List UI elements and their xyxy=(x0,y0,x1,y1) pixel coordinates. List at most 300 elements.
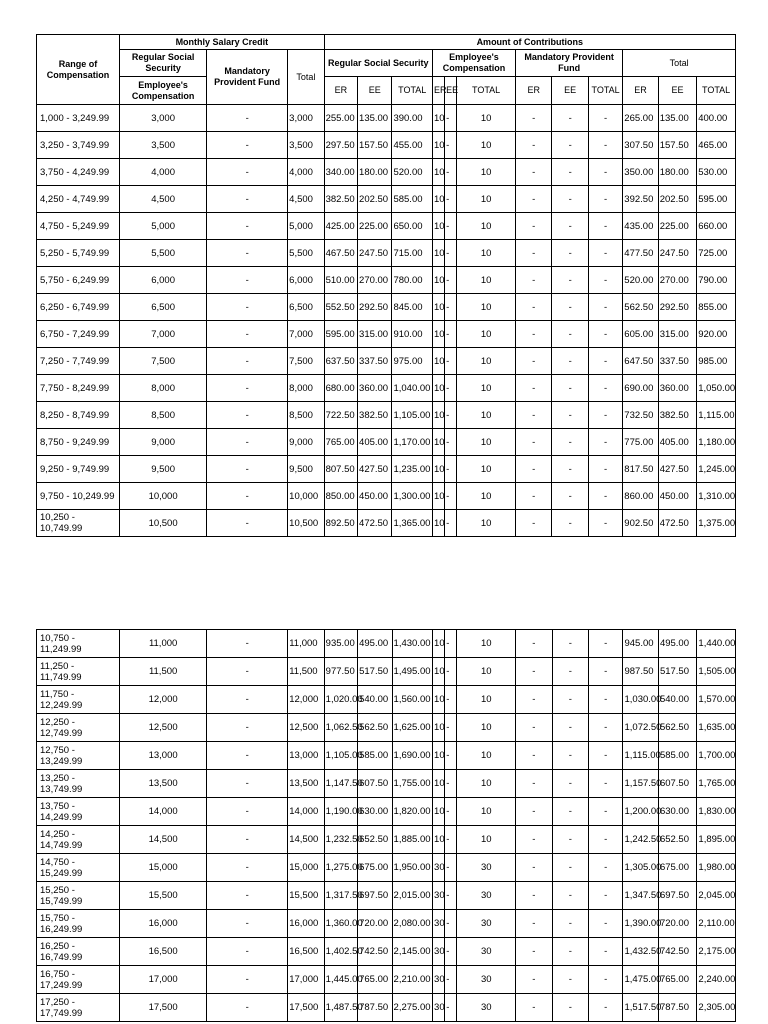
table-row xyxy=(37,159,736,186)
cell-mpf-ee: - xyxy=(552,105,588,132)
header-msc-mpf: Mandatory Provident Fund xyxy=(207,50,288,105)
table-row xyxy=(37,402,736,429)
cell-total-total: 660.00 xyxy=(697,213,736,240)
cell-msc-mpf: - xyxy=(207,994,288,1022)
cell-mpf-ee: - xyxy=(552,882,588,910)
cell-msc-mpf: - xyxy=(207,630,288,658)
cell-msc-total: 12,000 xyxy=(288,686,324,714)
cell-rss-ee: 495.00 xyxy=(358,630,392,658)
cell-rss-er: 255.00 xyxy=(324,105,357,132)
table-row xyxy=(37,686,736,714)
cell-msc-total: 7,500 xyxy=(288,348,324,375)
cell-mpf-total: - xyxy=(589,994,623,1022)
cell-range: 6,250 - 6,749.99 xyxy=(37,294,120,321)
cell-rss-er: 467.50 xyxy=(324,240,357,267)
cell-ec-total: 30 xyxy=(457,882,516,910)
cell-rss-total: 1,040.00 xyxy=(392,375,433,402)
cell-mpf-total: - xyxy=(588,402,622,429)
cell-msc-total: 10,500 xyxy=(288,510,324,537)
cell-rss-total: 2,210.00 xyxy=(392,966,433,994)
cell-msc-rss: 13,000 xyxy=(120,742,207,770)
cell-total-er: 520.00 xyxy=(623,267,658,294)
cell-ec-total: 30 xyxy=(457,994,516,1022)
cell-ec-total: 10 xyxy=(457,456,516,483)
cell-total-ee: 270.00 xyxy=(658,267,696,294)
cell-rss-ee: 225.00 xyxy=(358,213,392,240)
cell-rss-er: 1,275.00 xyxy=(324,854,357,882)
cell-rss-er: 595.00 xyxy=(324,321,357,348)
cell-rss-ee: 540.00 xyxy=(358,686,392,714)
cell-mpf-ee: - xyxy=(552,348,588,375)
cell-total-total: 2,175.00 xyxy=(697,938,736,966)
cell-mpf-ee: - xyxy=(552,770,588,798)
cell-total-total: 465.00 xyxy=(697,132,736,159)
cell-rss-total: 455.00 xyxy=(392,132,433,159)
table-row xyxy=(37,186,736,213)
cell-total-total: 790.00 xyxy=(697,267,736,294)
cell-rss-total: 390.00 xyxy=(392,105,433,132)
cell-ec-ee: - xyxy=(445,510,457,537)
cell-msc-total: 15,500 xyxy=(288,882,324,910)
cell-ec-ee: - xyxy=(445,910,457,938)
cell-rss-er: 425.00 xyxy=(324,213,357,240)
cell-rss-ee: 720.00 xyxy=(358,910,392,938)
cell-total-ee: 697.50 xyxy=(658,882,696,910)
cell-msc-rss: 9,000 xyxy=(120,429,207,456)
table-row xyxy=(37,348,736,375)
cell-ec-er: 30 xyxy=(433,910,445,938)
cell-msc-total: 4,000 xyxy=(288,159,324,186)
cell-range: 10,750 - 11,249.99 xyxy=(37,630,120,658)
cell-mpf-ee: - xyxy=(552,294,588,321)
cell-range: 12,250 - 12,749.99 xyxy=(37,714,120,742)
cell-rss-ee: 180.00 xyxy=(358,159,392,186)
cell-rss-total: 1,170.00 xyxy=(392,429,433,456)
cell-msc-total: 15,000 xyxy=(288,854,324,882)
cell-mpf-total: - xyxy=(589,658,623,686)
cell-mpf-total: - xyxy=(589,854,623,882)
cell-rss-ee: 517.50 xyxy=(358,658,392,686)
cell-mpf-er: - xyxy=(515,159,551,186)
cell-ec-total: 30 xyxy=(457,854,516,882)
cell-msc-mpf: - xyxy=(207,348,288,375)
cell-ec-ee: - xyxy=(445,348,457,375)
cell-mpf-er: - xyxy=(516,910,552,938)
cell-mpf-er: - xyxy=(515,375,551,402)
cell-ec-ee: - xyxy=(445,186,457,213)
cell-total-er: 732.50 xyxy=(623,402,658,429)
cell-total-er: 860.00 xyxy=(623,483,658,510)
cell-mpf-ee: - xyxy=(552,240,588,267)
cell-range: 4,250 - 4,749.99 xyxy=(37,186,120,213)
cell-total-er: 1,030.00 xyxy=(623,686,658,714)
cell-total-total: 1,980.00 xyxy=(697,854,736,882)
cell-range: 14,250 - 14,749.99 xyxy=(37,826,120,854)
cell-msc-rss: 6,000 xyxy=(120,267,207,294)
cell-rss-er: 892.50 xyxy=(324,510,357,537)
cell-total-ee: 315.00 xyxy=(658,321,696,348)
cell-total-ee: 157.50 xyxy=(658,132,696,159)
cell-msc-total: 13,500 xyxy=(288,770,324,798)
cell-rss-total: 2,015.00 xyxy=(392,882,433,910)
cell-ec-ee: - xyxy=(445,686,457,714)
cell-range: 13,250 - 13,749.99 xyxy=(37,770,120,798)
cell-ec-total: 30 xyxy=(457,938,516,966)
cell-range: 14,750 - 15,249.99 xyxy=(37,854,120,882)
cell-total-ee: 382.50 xyxy=(658,402,696,429)
cell-msc-mpf: - xyxy=(207,321,288,348)
cell-total-er: 265.00 xyxy=(623,105,658,132)
cell-mpf-ee: - xyxy=(552,429,588,456)
cell-ec-total: 10 xyxy=(457,826,516,854)
cell-msc-mpf: - xyxy=(207,826,288,854)
cell-msc-rss: 12,500 xyxy=(120,714,207,742)
cell-rss-ee: 427.50 xyxy=(358,456,392,483)
cell-rss-er: 340.00 xyxy=(324,159,357,186)
cell-ec-total: 10 xyxy=(457,429,516,456)
cell-total-ee: 720.00 xyxy=(658,910,696,938)
cell-msc-total: 14,500 xyxy=(288,826,324,854)
cell-mpf-total: - xyxy=(588,213,622,240)
cell-ec-er: 10 xyxy=(432,456,444,483)
cell-range: 13,750 - 14,249.99 xyxy=(37,798,120,826)
cell-total-ee: 787.50 xyxy=(658,994,696,1022)
cell-rss-ee: 765.00 xyxy=(358,966,392,994)
cell-rss-er: 722.50 xyxy=(324,402,357,429)
cell-msc-rss: 8,500 xyxy=(120,402,207,429)
cell-ec-total: 30 xyxy=(457,910,516,938)
header-range: Range of Compensation xyxy=(37,35,120,105)
cell-rss-er: 1,147.50 xyxy=(324,770,357,798)
cell-ec-er: 10 xyxy=(433,798,445,826)
cell-ec-ee: - xyxy=(445,267,457,294)
cell-mpf-total: - xyxy=(588,105,622,132)
cell-mpf-ee: - xyxy=(552,132,588,159)
cell-rss-total: 780.00 xyxy=(392,267,433,294)
cell-ec-total: 10 xyxy=(457,213,516,240)
cell-mpf-ee: - xyxy=(552,159,588,186)
cell-msc-mpf: - xyxy=(207,510,288,537)
header-total: Total xyxy=(623,50,736,77)
cell-msc-mpf: - xyxy=(207,294,288,321)
table-row xyxy=(37,714,736,742)
cell-total-total: 920.00 xyxy=(697,321,736,348)
cell-mpf-er: - xyxy=(515,348,551,375)
cell-ec-ee: - xyxy=(445,994,457,1022)
cell-total-ee: 180.00 xyxy=(658,159,696,186)
cell-rss-ee: 157.50 xyxy=(358,132,392,159)
cell-range: 6,750 - 7,249.99 xyxy=(37,321,120,348)
header-mpf: Mandatory Provident Fund xyxy=(515,50,622,77)
cell-mpf-ee: - xyxy=(552,630,588,658)
cell-ec-ee: - xyxy=(445,966,457,994)
cell-range: 7,250 - 7,749.99 xyxy=(37,348,120,375)
cell-mpf-er: - xyxy=(515,321,551,348)
cell-rss-ee: 450.00 xyxy=(358,483,392,510)
cell-ec-ee: - xyxy=(445,798,457,826)
cell-total-ee: 585.00 xyxy=(658,742,696,770)
header-mpf-er: ER xyxy=(515,77,551,105)
cell-rss-total: 845.00 xyxy=(392,294,433,321)
cell-msc-total: 8,500 xyxy=(288,402,324,429)
cell-total-er: 987.50 xyxy=(623,658,658,686)
header-msc-ec: Employee's Compensation xyxy=(120,77,207,105)
cell-mpf-ee: - xyxy=(552,854,588,882)
cell-mpf-ee: - xyxy=(552,994,588,1022)
cell-rss-total: 1,690.00 xyxy=(392,742,433,770)
cell-ec-total: 10 xyxy=(457,105,516,132)
cell-total-total: 530.00 xyxy=(697,159,736,186)
cell-total-total: 1,700.00 xyxy=(697,742,736,770)
cell-msc-mpf: - xyxy=(207,429,288,456)
table-row xyxy=(37,966,736,994)
cell-total-ee: 517.50 xyxy=(658,658,696,686)
cell-msc-rss: 6,500 xyxy=(120,294,207,321)
header-mpf-ee: EE xyxy=(552,77,588,105)
cell-range: 17,250 - 17,749.99 xyxy=(37,994,120,1022)
table-row xyxy=(37,854,736,882)
cell-msc-mpf: - xyxy=(207,938,288,966)
cell-mpf-total: - xyxy=(588,294,622,321)
cell-rss-total: 1,820.00 xyxy=(392,798,433,826)
cell-mpf-er: - xyxy=(516,826,552,854)
cell-ec-er: 10 xyxy=(432,267,444,294)
cell-rss-ee: 607.50 xyxy=(358,770,392,798)
cell-total-ee: 495.00 xyxy=(658,630,696,658)
cell-total-total: 725.00 xyxy=(697,240,736,267)
cell-total-total: 1,245.00 xyxy=(697,456,736,483)
cell-total-ee: 405.00 xyxy=(658,429,696,456)
cell-ec-er: 30 xyxy=(433,966,445,994)
cell-msc-total: 10,000 xyxy=(288,483,324,510)
cell-ec-er: 10 xyxy=(433,826,445,854)
cell-range: 1,000 - 3,249.99 xyxy=(37,105,120,132)
cell-msc-rss: 16,000 xyxy=(120,910,207,938)
cell-total-er: 902.50 xyxy=(623,510,658,537)
cell-rss-er: 850.00 xyxy=(324,483,357,510)
cell-ec-er: 10 xyxy=(432,105,444,132)
cell-total-total: 1,050.00 xyxy=(697,375,736,402)
cell-total-total: 1,115.00 xyxy=(697,402,736,429)
cell-total-ee: 247.50 xyxy=(658,240,696,267)
cell-msc-mpf: - xyxy=(207,186,288,213)
cell-ec-total: 10 xyxy=(457,267,516,294)
cell-mpf-total: - xyxy=(588,483,622,510)
cell-ec-er: 10 xyxy=(432,186,444,213)
cell-ec-er: 10 xyxy=(433,742,445,770)
cell-mpf-total: - xyxy=(588,375,622,402)
cell-total-er: 477.50 xyxy=(623,240,658,267)
cell-rss-ee: 202.50 xyxy=(358,186,392,213)
table-row xyxy=(37,267,736,294)
cell-total-er: 1,517.50 xyxy=(623,994,658,1022)
cell-mpf-total: - xyxy=(589,686,623,714)
cell-ec-ee: - xyxy=(445,770,457,798)
cell-msc-total: 3,000 xyxy=(288,105,324,132)
cell-ec-ee: - xyxy=(445,375,457,402)
cell-ec-total: 10 xyxy=(457,483,516,510)
cell-mpf-ee: - xyxy=(552,826,588,854)
cell-mpf-ee: - xyxy=(552,910,588,938)
cell-mpf-ee: - xyxy=(552,213,588,240)
cell-rss-ee: 315.00 xyxy=(358,321,392,348)
cell-msc-mpf: - xyxy=(207,798,288,826)
cell-msc-mpf: - xyxy=(207,132,288,159)
cell-mpf-ee: - xyxy=(552,686,588,714)
header-mpf-total: TOTAL xyxy=(588,77,622,105)
cell-total-er: 435.00 xyxy=(623,213,658,240)
cell-msc-total: 16,500 xyxy=(288,938,324,966)
cell-mpf-er: - xyxy=(516,938,552,966)
cell-msc-mpf: - xyxy=(207,240,288,267)
cell-msc-mpf: - xyxy=(207,402,288,429)
cell-ec-ee: - xyxy=(445,658,457,686)
cell-mpf-ee: - xyxy=(552,321,588,348)
cell-msc-mpf: - xyxy=(207,159,288,186)
cell-ec-er: 10 xyxy=(432,132,444,159)
cell-rss-er: 637.50 xyxy=(324,348,357,375)
cell-mpf-ee: - xyxy=(552,742,588,770)
cell-mpf-er: - xyxy=(515,186,551,213)
cell-msc-mpf: - xyxy=(207,770,288,798)
cell-range: 3,750 - 4,249.99 xyxy=(37,159,120,186)
cell-mpf-total: - xyxy=(588,267,622,294)
cell-msc-mpf: - xyxy=(207,966,288,994)
cell-rss-ee: 472.50 xyxy=(358,510,392,537)
table-row xyxy=(37,456,736,483)
cell-total-er: 605.00 xyxy=(623,321,658,348)
cell-rss-er: 1,232.50 xyxy=(324,826,357,854)
cell-total-total: 2,305.00 xyxy=(697,994,736,1022)
cell-range: 16,750 - 17,249.99 xyxy=(37,966,120,994)
cell-rss-total: 1,625.00 xyxy=(392,714,433,742)
cell-total-er: 1,200.00 xyxy=(623,798,658,826)
cell-rss-total: 1,495.00 xyxy=(392,658,433,686)
table-row xyxy=(37,375,736,402)
cell-msc-total: 7,000 xyxy=(288,321,324,348)
cell-rss-ee: 247.50 xyxy=(358,240,392,267)
cell-total-ee: 360.00 xyxy=(658,375,696,402)
cell-ec-ee: - xyxy=(445,826,457,854)
table-row xyxy=(37,938,736,966)
cell-mpf-er: - xyxy=(515,267,551,294)
cell-rss-total: 1,235.00 xyxy=(392,456,433,483)
cell-total-er: 350.00 xyxy=(623,159,658,186)
cell-rss-total: 1,365.00 xyxy=(392,510,433,537)
cell-ec-er: 10 xyxy=(432,321,444,348)
cell-mpf-total: - xyxy=(589,826,623,854)
cell-rss-er: 1,190.00 xyxy=(324,798,357,826)
cell-ec-ee: - xyxy=(445,402,457,429)
cell-rss-total: 650.00 xyxy=(392,213,433,240)
cell-mpf-total: - xyxy=(589,938,623,966)
cell-rss-ee: 405.00 xyxy=(358,429,392,456)
cell-rss-ee: 337.50 xyxy=(358,348,392,375)
cell-rss-er: 935.00 xyxy=(324,630,357,658)
cell-msc-rss: 15,000 xyxy=(120,854,207,882)
cell-rss-total: 1,755.00 xyxy=(392,770,433,798)
cell-msc-rss: 11,000 xyxy=(120,630,207,658)
cell-rss-total: 1,430.00 xyxy=(392,630,433,658)
cell-msc-rss: 16,500 xyxy=(120,938,207,966)
table-row xyxy=(37,826,736,854)
cell-mpf-er: - xyxy=(516,630,552,658)
cell-mpf-er: - xyxy=(515,483,551,510)
cell-ec-ee: - xyxy=(445,630,457,658)
table-row xyxy=(37,132,736,159)
cell-msc-rss: 17,000 xyxy=(120,966,207,994)
cell-msc-total: 5,000 xyxy=(288,213,324,240)
cell-ec-er: 10 xyxy=(433,770,445,798)
cell-rss-ee: 292.50 xyxy=(358,294,392,321)
cell-mpf-ee: - xyxy=(552,966,588,994)
cell-range: 12,750 - 13,249.99 xyxy=(37,742,120,770)
table-row xyxy=(37,658,736,686)
cell-range: 8,750 - 9,249.99 xyxy=(37,429,120,456)
cell-msc-total: 17,000 xyxy=(288,966,324,994)
cell-msc-total: 14,000 xyxy=(288,798,324,826)
table-row xyxy=(37,798,736,826)
table-row xyxy=(37,294,736,321)
cell-rss-total: 1,950.00 xyxy=(392,854,433,882)
cell-total-er: 1,072.50 xyxy=(623,714,658,742)
cell-range: 11,250 - 11,749.99 xyxy=(37,658,120,686)
cell-total-total: 1,505.00 xyxy=(697,658,736,686)
cell-mpf-ee: - xyxy=(552,456,588,483)
cell-msc-mpf: - xyxy=(207,456,288,483)
cell-mpf-total: - xyxy=(589,742,623,770)
cell-msc-rss: 5,500 xyxy=(120,240,207,267)
cell-mpf-er: - xyxy=(516,714,552,742)
cell-total-ee: 675.00 xyxy=(658,854,696,882)
cell-rss-total: 910.00 xyxy=(392,321,433,348)
cell-total-ee: 607.50 xyxy=(658,770,696,798)
cell-total-ee: 225.00 xyxy=(658,213,696,240)
cell-rss-er: 1,487.50 xyxy=(324,994,357,1022)
cell-rss-er: 807.50 xyxy=(324,456,357,483)
cell-ec-total: 10 xyxy=(457,186,516,213)
cell-ec-er: 10 xyxy=(433,658,445,686)
cell-mpf-er: - xyxy=(516,742,552,770)
cell-ec-total: 10 xyxy=(457,686,516,714)
cell-ec-ee: - xyxy=(445,159,457,186)
cell-rss-er: 1,445.00 xyxy=(324,966,357,994)
cell-total-ee: 450.00 xyxy=(658,483,696,510)
cell-range: 5,250 - 5,749.99 xyxy=(37,240,120,267)
cell-mpf-total: - xyxy=(588,321,622,348)
table-row xyxy=(37,321,736,348)
cell-mpf-er: - xyxy=(516,686,552,714)
cell-ec-ee: - xyxy=(445,483,457,510)
cell-msc-mpf: - xyxy=(207,105,288,132)
cell-ec-ee: - xyxy=(445,105,457,132)
cell-rss-ee: 585.00 xyxy=(358,742,392,770)
cell-ec-er: 10 xyxy=(433,714,445,742)
cell-range: 7,750 - 8,249.99 xyxy=(37,375,120,402)
cell-msc-rss: 9,500 xyxy=(120,456,207,483)
cell-msc-rss: 7,000 xyxy=(120,321,207,348)
cell-ec-total: 10 xyxy=(457,132,516,159)
cell-mpf-total: - xyxy=(588,510,622,537)
cell-rss-ee: 360.00 xyxy=(358,375,392,402)
cell-rss-ee: 787.50 xyxy=(358,994,392,1022)
cell-ec-ee: - xyxy=(445,240,457,267)
cell-total-total: 1,180.00 xyxy=(697,429,736,456)
cell-msc-total: 8,000 xyxy=(288,375,324,402)
cell-total-er: 1,432.50 xyxy=(623,938,658,966)
cell-rss-er: 1,317.50 xyxy=(324,882,357,910)
table-row xyxy=(37,994,736,1022)
